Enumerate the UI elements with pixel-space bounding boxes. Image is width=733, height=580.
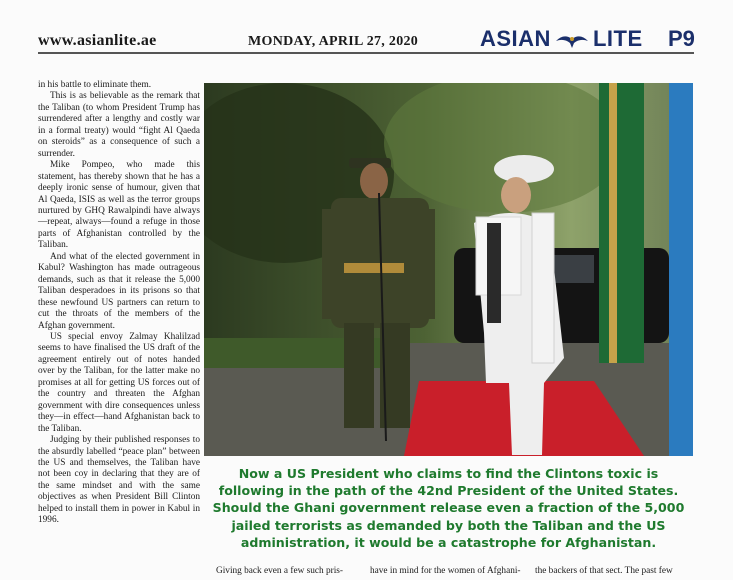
article-paragraph: Judging by their published responses to the absurdly labelled “peace plan” between the US and themselves, the Taliban have not been coy in declaring that they are of the same mindset and with the same objectives as when President Bill Clinton helped to install them in power in Kabul in 1996.	[38, 435, 200, 526]
logo-text-right: LITE	[592, 26, 643, 51]
next-column-fragment-right: the backers of that sect. The past few	[535, 566, 673, 576]
eagle-emblem-icon	[554, 30, 590, 48]
article-paragraph: This is as believable as the remark that the Taliban (to whom President Trump has surrendered after a lengthy and costly war in a formal treaty) would “fight Al Qaeda on steroids” as a consequence of such a surrender.	[38, 91, 200, 159]
next-column-fragment-left: Giving back even a few such pris-	[216, 566, 344, 576]
article-paragraph: Mike Pompeo, who made this statement, has thereby shown that he has a deeply ironic sense of humour, given that Al Qaeda, ISIS as well as the terror groups nurtured by GHQ Rawalpindi have always—repeat, always—found a refuge in those parts of Afghanistan controlled by the Taliban.	[38, 160, 200, 251]
news-photo	[204, 83, 693, 456]
masthead-logo	[480, 26, 643, 52]
issue-date: MONDAY, APRIL 27, 2020	[248, 34, 419, 49]
article-column	[38, 80, 200, 527]
logo-text-left: ASIAN	[480, 26, 551, 51]
next-column-fragment-middle: have in mind for the women of Afghani-	[370, 566, 521, 576]
pull-quote: Now a US President who claims to find the Clintons toxic is following in the path of the 42nd President of the United States. Should the Ghani government release even a fraction of the 5,000 jailed terrorists as demanded by both the Taliban and the US administration, it would be a catastrophe for Afghanistan.	[212, 466, 685, 550]
header-rule	[38, 52, 694, 54]
article-paragraph: US special envoy Zalmay Khalilzad seems to have finalised the US draft of the agreement entirely out of notes handed over by the Taliban, for the latter make no promises at all for getting US forces out of the country and threaten the Afghan government with dire consequences unless they—in effect—hand Afghanistan back to the Taliban.	[38, 331, 200, 434]
article-paragraph: And what of the elected government in Kabul? Washington has made outrageous demands, such as that it release the 5,000 Taliban desperadoes in its prisons so that these newfound US partners can return to cut the throats of the members of the Afghan government.	[38, 251, 200, 331]
article-paragraph: in his battle to eliminate them.	[38, 80, 152, 90]
site-url: www.asianlite.ae	[38, 32, 157, 49]
page-number: P9	[668, 26, 695, 51]
